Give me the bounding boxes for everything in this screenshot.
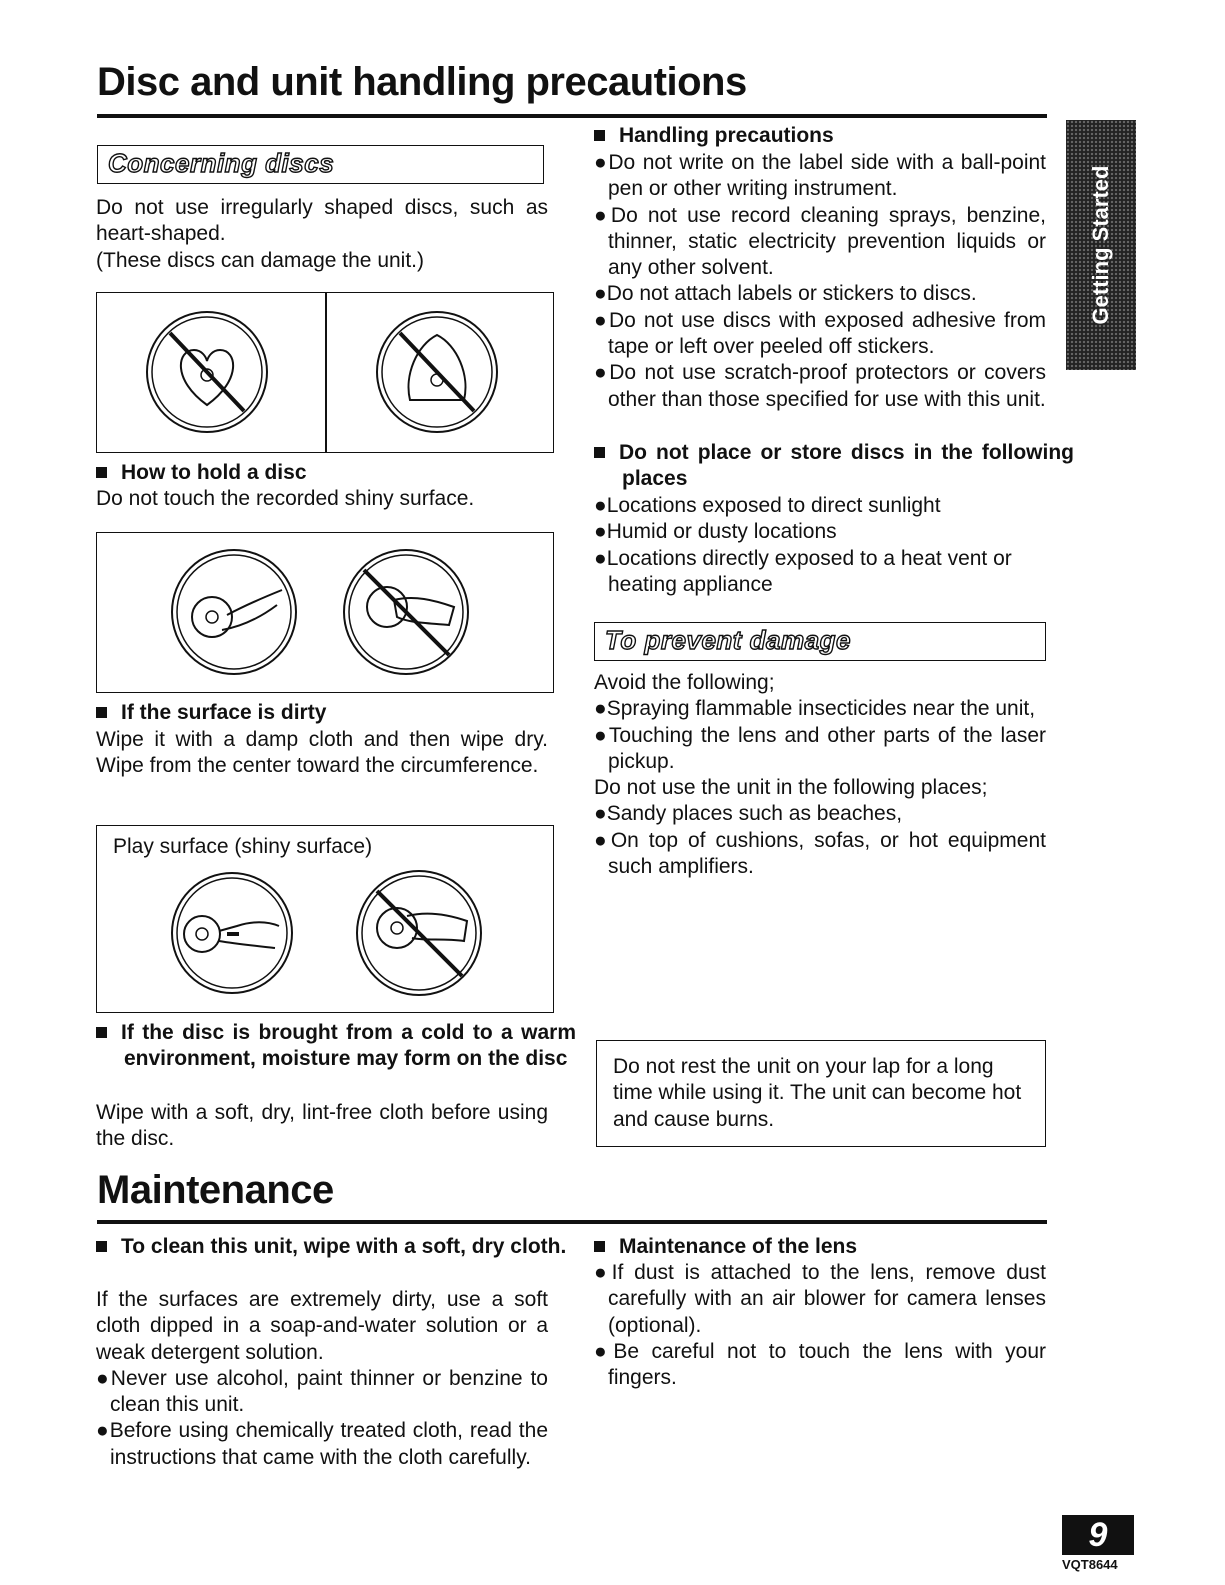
hold-disc-figure (96, 532, 554, 693)
list-item: ●On top of cushions, sofas, or hot equipment such amplifiers. (594, 828, 1046, 879)
list-item: ●Do not use scratch-proof protectors or covers other than those specified for use with this unit. (594, 361, 1047, 411)
bullet-square-icon (96, 467, 107, 478)
list-item: ●Do not attach labels or stickers to discs. (594, 282, 977, 306)
list-item: ●Do not write on the label side with a ball-point pen or other writing instrument. (594, 151, 1046, 201)
shaped-disc-prohibited-icon (372, 305, 502, 440)
list-item: ●If dust is attached to the lens, remove dust carefully with an air blower for camera lenses (optional). (594, 1261, 1046, 1337)
page-title: Disc and unit handling precautions (97, 60, 747, 104)
list-item: ●Before using chemically treated cloth, read the instructions that came with the cloth carefully. (96, 1419, 549, 1469)
places-intro: Do not use the unit in the following places; (594, 776, 988, 800)
burn-warning-text: Do not rest the unit on your lap for a long time while using it. The unit can become hot and cause burns. (613, 1055, 1022, 1131)
irregular-discs-figure (96, 292, 554, 453)
irregular-discs-text (96, 195, 548, 274)
bullet-square-icon (96, 707, 107, 718)
dirty-surface-heading: If the surface is dirty (96, 700, 548, 726)
maintenance-title: Maintenance (97, 1168, 334, 1212)
wrong-hold-prohibited-icon (339, 545, 474, 680)
dirty-surface-text: Wipe it with a damp cloth and then wipe dry. Wipe from the center toward the circumference. (96, 728, 548, 778)
list-item: ●Do not use discs with exposed adhesive from tape or left over peeled off stickers. (594, 308, 1047, 359)
cold-warm-text: Wipe with a soft, dry, lint-free cloth before using the disc. (96, 1101, 548, 1151)
play-surface-caption: Play surface (shiny surface) (113, 835, 373, 858)
bullet-square-icon (96, 1241, 107, 1252)
clean-heading: To clean this unit, wipe with a soft, dry cloth. (96, 1234, 576, 1260)
correct-hold-icon (167, 545, 302, 680)
avoid-intro: Avoid the following; (594, 671, 775, 694)
page-number: 9 (1062, 1515, 1134, 1555)
bullet-square-icon (594, 447, 605, 458)
lens-heading: Maintenance of the lens (594, 1234, 1046, 1260)
concerning-discs-heading: Concerning discs (108, 148, 335, 178)
list-item: ●Locations directly exposed to a heat vent or heating appliance (594, 546, 1012, 596)
side-tab-label: Getting Started (1088, 165, 1113, 325)
store-list (594, 493, 1046, 598)
maintenance-rule (97, 1220, 1047, 1224)
irregular-discs-line: Do not use irregularly shaped discs, such as heart-shaped. (96, 196, 548, 246)
store-heading: Do not place or store discs in the following places (594, 440, 1074, 493)
list-item: ●Sandy places such as beaches, (594, 802, 903, 826)
clean-text (96, 1287, 548, 1471)
bullet-square-icon (96, 1027, 107, 1038)
handling-list (594, 150, 1046, 413)
list-item: ●Never use alcohol, paint thinner or benzine to clean this unit. (96, 1366, 548, 1417)
list-item: ●Spraying flammable insecticides near the unit, (594, 697, 1036, 721)
correct-wipe-icon (167, 866, 297, 1001)
list-item: ●Locations exposed to direct sunlight (594, 494, 941, 517)
side-tab (1066, 120, 1136, 370)
model-code: VQT8644 (1062, 1557, 1118, 1572)
title-rule (97, 114, 1047, 118)
bullet-square-icon (594, 1241, 605, 1252)
list-item: ●Be careful not to touch the lens with your fingers. (594, 1339, 1046, 1390)
hold-disc-text: Do not touch the recorded shiny surface. (96, 487, 475, 510)
play-surface-figure (96, 825, 554, 1013)
prevent-damage-text (594, 670, 1046, 880)
cold-warm-heading: If the disc is brought from a cold to a warm environment, moisture may form on the disc (96, 1020, 576, 1073)
irregular-discs-note: (These discs can damage the unit.) (96, 248, 425, 272)
list-item: ●Touching the lens and other parts of the laser pickup. (594, 723, 1046, 773)
prevent-damage-heading-box (594, 622, 1046, 661)
hold-disc-heading: How to hold a disc (96, 460, 548, 486)
lens-list (594, 1260, 1046, 1391)
wrong-wipe-prohibited-icon (352, 866, 487, 1001)
prevent-damage-heading: To prevent damage (605, 625, 851, 655)
heart-disc-prohibited-icon (142, 305, 272, 440)
clean-paragraph: If the surfaces are extremely dirty, use a soft cloth dipped in a soap-and-water solution or a weak detergent solution. (96, 1288, 548, 1364)
list-item: ●Do not use record cleaning sprays, benzine, thinner, static electricity prevention liquids or any other solvent. (594, 203, 1046, 280)
burn-warning-box (596, 1040, 1046, 1147)
handling-heading: Handling precautions (594, 123, 1046, 149)
concerning-discs-heading-box (97, 145, 544, 184)
bullet-square-icon (594, 130, 605, 141)
list-item: ●Humid or dusty locations (594, 520, 837, 544)
